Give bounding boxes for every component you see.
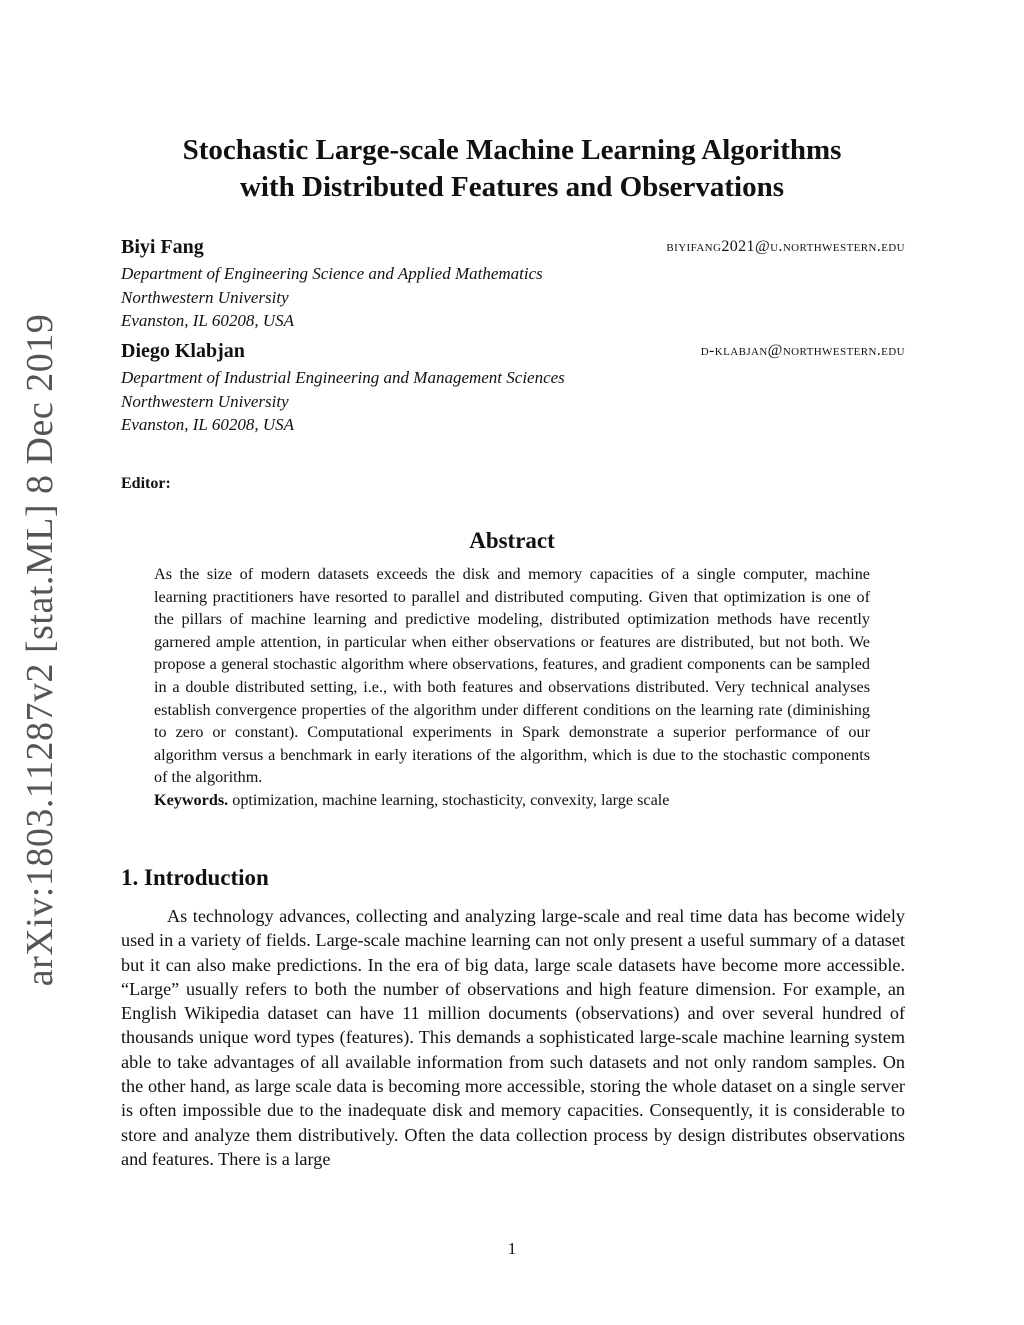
affiliation-address: Evanston, IL 60208, USA: [121, 415, 294, 434]
paper-title: [120, 132, 904, 206]
keywords-label: Keywords.: [154, 790, 229, 809]
introduction-paragraph: As technology advances, collecting and analyzing large-scale and real time data has become widely used in a variety of fields. Large-scale machine learning can not only present a useful summary of a dataset but it can also make predictions. In the era of big data, large scale datasets have become more accessible. “Large” usually refers to both the number of observations and high feature dimension. For example, an English Wikipedia dataset can have 11 million documents (observations) and over several hundred of thousands unique word types (features). This demands a sophisticated large-scale machine learning system able to take advantages of all available information from such datasets and not only random samples. On the other hand, as large scale data is becoming more accessible, storing the whole dataset on a single server is often impossible due to the inadequate disk and memory capacities. Consequently, it is considerable to store and analyze them distributively. Often the data collection process by design distributes observations and features. There is a large: [121, 906, 905, 1169]
author-block-2: [121, 340, 905, 437]
abstract-text: As the size of modern datasets exceeds the disk and memory capacities of a single computer, machine learning practitioners have resorted to parallel and distributed computing. Given that optimization is one of the pillars of machine learning and predictive modeling, distributed optimization methods have recently garnered ample attention, in particular when either observations or features are distributed, but not both. We propose a general stochastic algorithm where observations, features, and gradient components can be sampled in a double distributed setting, i.e., with both features and observations distributed. Very technical analyses establish convergence properties of the algorithm under different conditions on the learning rate (diminishing to zero or constant). Computational experiments in Spark demonstrate a superior performance of our algorithm versus a benchmark in early iterations of the algorithm, which is due to the stochastic components of the algorithm.: [154, 565, 870, 787]
editor-label: Editor:: [121, 475, 171, 492]
introduction-heading: 1. Introduction: [121, 865, 269, 890]
abstract-heading: Abstract: [469, 528, 555, 553]
arxiv-identifier-stamp: arXiv:1803.11287v2 [stat.ML] 8 Dec 2019: [19, 313, 61, 987]
affiliation-university: Northwestern University: [121, 391, 289, 411]
title-line-2: with Distributed Features and Observations: [239, 171, 785, 203]
author-name: Diego Klabjan: [121, 340, 245, 362]
author-block-1: [121, 236, 905, 333]
affiliation-address: Evanston, IL 60208, USA: [121, 311, 294, 330]
abstract-body: [154, 563, 870, 812]
affiliation-university: Northwestern University: [121, 287, 289, 307]
author-name: Biyi Fang: [121, 236, 204, 258]
keywords-list: optimization, machine learning, stochasticity, convexity, large scale: [232, 790, 670, 809]
author-email[interactable]: biyifang2021@u.northwestern.edu: [666, 238, 905, 255]
affiliation-department: Department of Engineering Science and Applied Mathematics: [121, 264, 543, 283]
author-email[interactable]: d-klabjan@northwestern.edu: [700, 342, 905, 359]
page-number: 1: [507, 1239, 517, 1258]
title-line-1: Stochastic Large-scale Machine Learning Algorithms: [182, 134, 842, 166]
affiliation-department: Department of Industrial Engineering and Management Sciences: [121, 368, 565, 387]
